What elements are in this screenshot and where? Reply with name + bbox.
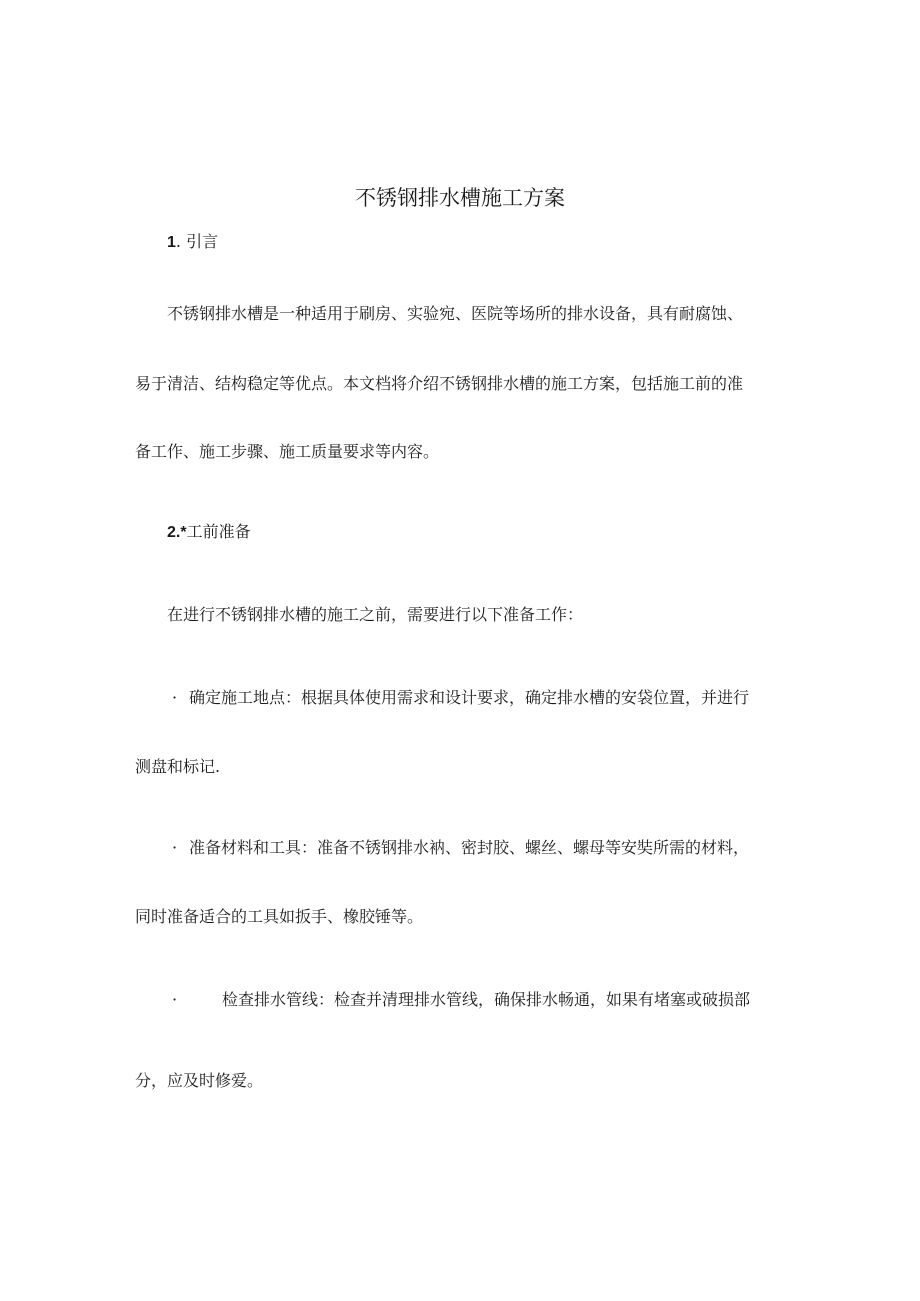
- section-2-label: 工前准备: [186, 522, 251, 541]
- section-1-line-2: 易于清洁、结构稳定等优点。本文档将介绍不锈钢排水槽的施工方案，包括施工前的准: [135, 374, 744, 393]
- item-1-line-2: 测盘和标记.: [135, 757, 221, 776]
- bullet-2: ·: [172, 838, 178, 857]
- item-2-line-2: 同时准备适合的工具如扳手、橡胶锤等。: [135, 907, 424, 926]
- item-2-line-1: 准备材料和工具：准备不锈钢排水衲、密封胶、螺丝、螺母等安奘所需的材料，: [189, 838, 750, 857]
- section-1-heading: [167, 230, 218, 255]
- section-1-number: 1: [167, 234, 176, 251]
- item-3-line-1: 检查排水管线：检查并清理排水管线，确保排水畅通，如果有堵塞或破损部: [222, 990, 751, 1009]
- section-2-number: 2.*: [167, 524, 187, 541]
- item-1-line-1: 确定施工地点：根据具体使用需求和设计要求，确定排水槽的安袋位置，并进行: [189, 688, 750, 707]
- section-1-line-3: 备工作、施工步骤、施工质量要求等内容。: [135, 442, 440, 461]
- section-2-intro: 在进行不锈钢排水槽的施工之前，需要进行以下准备工作：: [167, 605, 584, 624]
- document-title: 不锈钢排水槽施工方案: [355, 186, 565, 210]
- item-3-line-2: 分，应及时修爱。: [135, 1071, 264, 1090]
- section-1-label: . 引言: [175, 232, 219, 251]
- bullet-3: ·: [172, 990, 178, 1009]
- bullet-1: ·: [172, 688, 178, 707]
- section-2-heading: [167, 520, 251, 545]
- section-1-line-1: 不锈钢排水槽是一种适用于刷房、实验宛、医院等场所的排水设备，具有耐腐蚀、: [167, 304, 744, 323]
